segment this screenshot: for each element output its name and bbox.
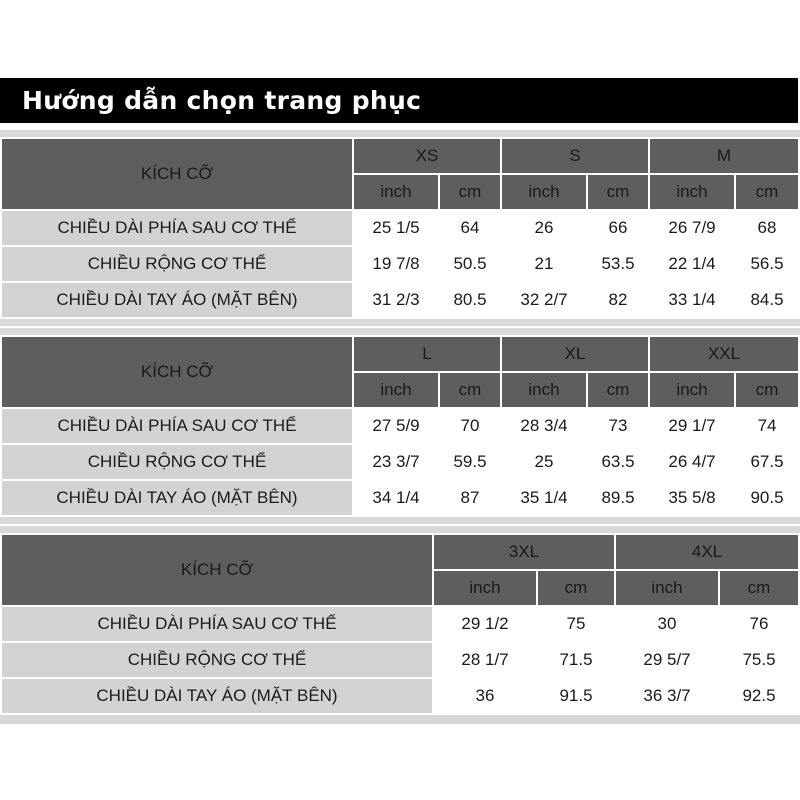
row-label-sleeve-length: CHIỀU DÀI TAY ÁO (MẶT BÊN) xyxy=(1,678,433,714)
table-cell: 35 1/4 xyxy=(501,480,587,516)
table-row xyxy=(1,606,799,642)
table-cell: 26 xyxy=(501,210,587,246)
size-header-label: KÍCH CỠ xyxy=(1,534,433,606)
unit-cm: cm xyxy=(735,372,799,408)
table-cell: 36 xyxy=(433,678,537,714)
table-row xyxy=(1,642,799,678)
size-table-3 xyxy=(0,533,800,715)
table-cell: 28 1/7 xyxy=(433,642,537,678)
table-cell: 35 5/8 xyxy=(649,480,735,516)
table-cell: 66 xyxy=(587,210,649,246)
table-row xyxy=(1,408,799,444)
size-header-label: KÍCH CỠ xyxy=(1,336,353,408)
size-header-3xl: 3XL xyxy=(433,534,615,570)
size-header-s: S xyxy=(501,138,649,174)
size-header-4xl: 4XL xyxy=(615,534,799,570)
size-header-xl: XL xyxy=(501,336,649,372)
table-row xyxy=(1,246,799,282)
unit-cm: cm xyxy=(537,570,615,606)
table-cell: 33 1/4 xyxy=(649,282,735,318)
table-cell: 23 3/7 xyxy=(353,444,439,480)
row-label-back-length: CHIỀU DÀI PHÍA SAU CƠ THỂ xyxy=(1,210,353,246)
row-label-body-width: CHIỀU RỘNG CƠ THỂ xyxy=(1,246,353,282)
unit-inch: inch xyxy=(501,372,587,408)
table-cell: 59.5 xyxy=(439,444,501,480)
table-cell: 53.5 xyxy=(587,246,649,282)
table-cell: 82 xyxy=(587,282,649,318)
table-cell: 32 2/7 xyxy=(501,282,587,318)
table-cell: 84.5 xyxy=(735,282,799,318)
table-cell: 80.5 xyxy=(439,282,501,318)
table-cell: 89.5 xyxy=(587,480,649,516)
table-cell: 22 1/4 xyxy=(649,246,735,282)
table-cell: 29 1/7 xyxy=(649,408,735,444)
table-cell: 73 xyxy=(587,408,649,444)
size-header-xxl: XXL xyxy=(649,336,799,372)
table-cell: 29 1/2 xyxy=(433,606,537,642)
size-table-1 xyxy=(0,137,800,319)
table-cell: 91.5 xyxy=(537,678,615,714)
table-cell: 64 xyxy=(439,210,501,246)
unit-cm: cm xyxy=(587,174,649,210)
table-cell: 75 xyxy=(537,606,615,642)
row-label-sleeve-length: CHIỀU DÀI TAY ÁO (MẶT BÊN) xyxy=(1,282,353,318)
unit-cm: cm xyxy=(587,372,649,408)
table-cell: 30 xyxy=(615,606,719,642)
table-cell: 50.5 xyxy=(439,246,501,282)
table-cell: 90.5 xyxy=(735,480,799,516)
unit-inch: inch xyxy=(501,174,587,210)
table-cell: 70 xyxy=(439,408,501,444)
table-row xyxy=(1,282,799,318)
size-header-l: L xyxy=(353,336,501,372)
row-label-back-length: CHIỀU DÀI PHÍA SAU CƠ THỂ xyxy=(1,606,433,642)
table-cell: 27 5/9 xyxy=(353,408,439,444)
table-cell: 87 xyxy=(439,480,501,516)
table-cell: 25 xyxy=(501,444,587,480)
unit-cm: cm xyxy=(735,174,799,210)
unit-inch: inch xyxy=(353,372,439,408)
table-cell: 74 xyxy=(735,408,799,444)
table-cell: 28 3/4 xyxy=(501,408,587,444)
row-label-body-width: CHIỀU RỘNG CƠ THỂ xyxy=(1,444,353,480)
table-cell: 71.5 xyxy=(537,642,615,678)
unit-cm: cm xyxy=(439,372,501,408)
table-cell: 29 5/7 xyxy=(615,642,719,678)
table-cell: 36 3/7 xyxy=(615,678,719,714)
table-cell: 31 2/3 xyxy=(353,282,439,318)
size-header-m: M xyxy=(649,138,799,174)
row-label-back-length: CHIỀU DÀI PHÍA SAU CƠ THỂ xyxy=(1,408,353,444)
unit-inch: inch xyxy=(353,174,439,210)
size-table-2 xyxy=(0,335,800,517)
unit-inch: inch xyxy=(615,570,719,606)
table-cell: 68 xyxy=(735,210,799,246)
table-cell: 56.5 xyxy=(735,246,799,282)
table-cell: 19 7/8 xyxy=(353,246,439,282)
unit-inch: inch xyxy=(433,570,537,606)
table-row xyxy=(1,480,799,516)
table-cell: 76 xyxy=(719,606,799,642)
table-row xyxy=(1,444,799,480)
table-cell: 25 1/5 xyxy=(353,210,439,246)
size-header-label: KÍCH CỠ xyxy=(1,138,353,210)
table-cell: 92.5 xyxy=(719,678,799,714)
table-cell: 26 4/7 xyxy=(649,444,735,480)
page-title: Hướng dẫn chọn trang phục xyxy=(22,86,422,115)
size-header-xs: XS xyxy=(353,138,501,174)
unit-inch: inch xyxy=(649,174,735,210)
title-bar xyxy=(0,78,798,123)
table-cell: 63.5 xyxy=(587,444,649,480)
table-cell: 75.5 xyxy=(719,642,799,678)
table-row xyxy=(1,678,799,714)
table-row xyxy=(1,210,799,246)
table-cell: 67.5 xyxy=(735,444,799,480)
unit-cm: cm xyxy=(719,570,799,606)
table-cell: 21 xyxy=(501,246,587,282)
row-label-sleeve-length: CHIỀU DÀI TAY ÁO (MẶT BÊN) xyxy=(1,480,353,516)
table-cell: 26 7/9 xyxy=(649,210,735,246)
unit-cm: cm xyxy=(439,174,501,210)
unit-inch: inch xyxy=(649,372,735,408)
row-label-body-width: CHIỀU RỘNG CƠ THỂ xyxy=(1,642,433,678)
table-cell: 34 1/4 xyxy=(353,480,439,516)
